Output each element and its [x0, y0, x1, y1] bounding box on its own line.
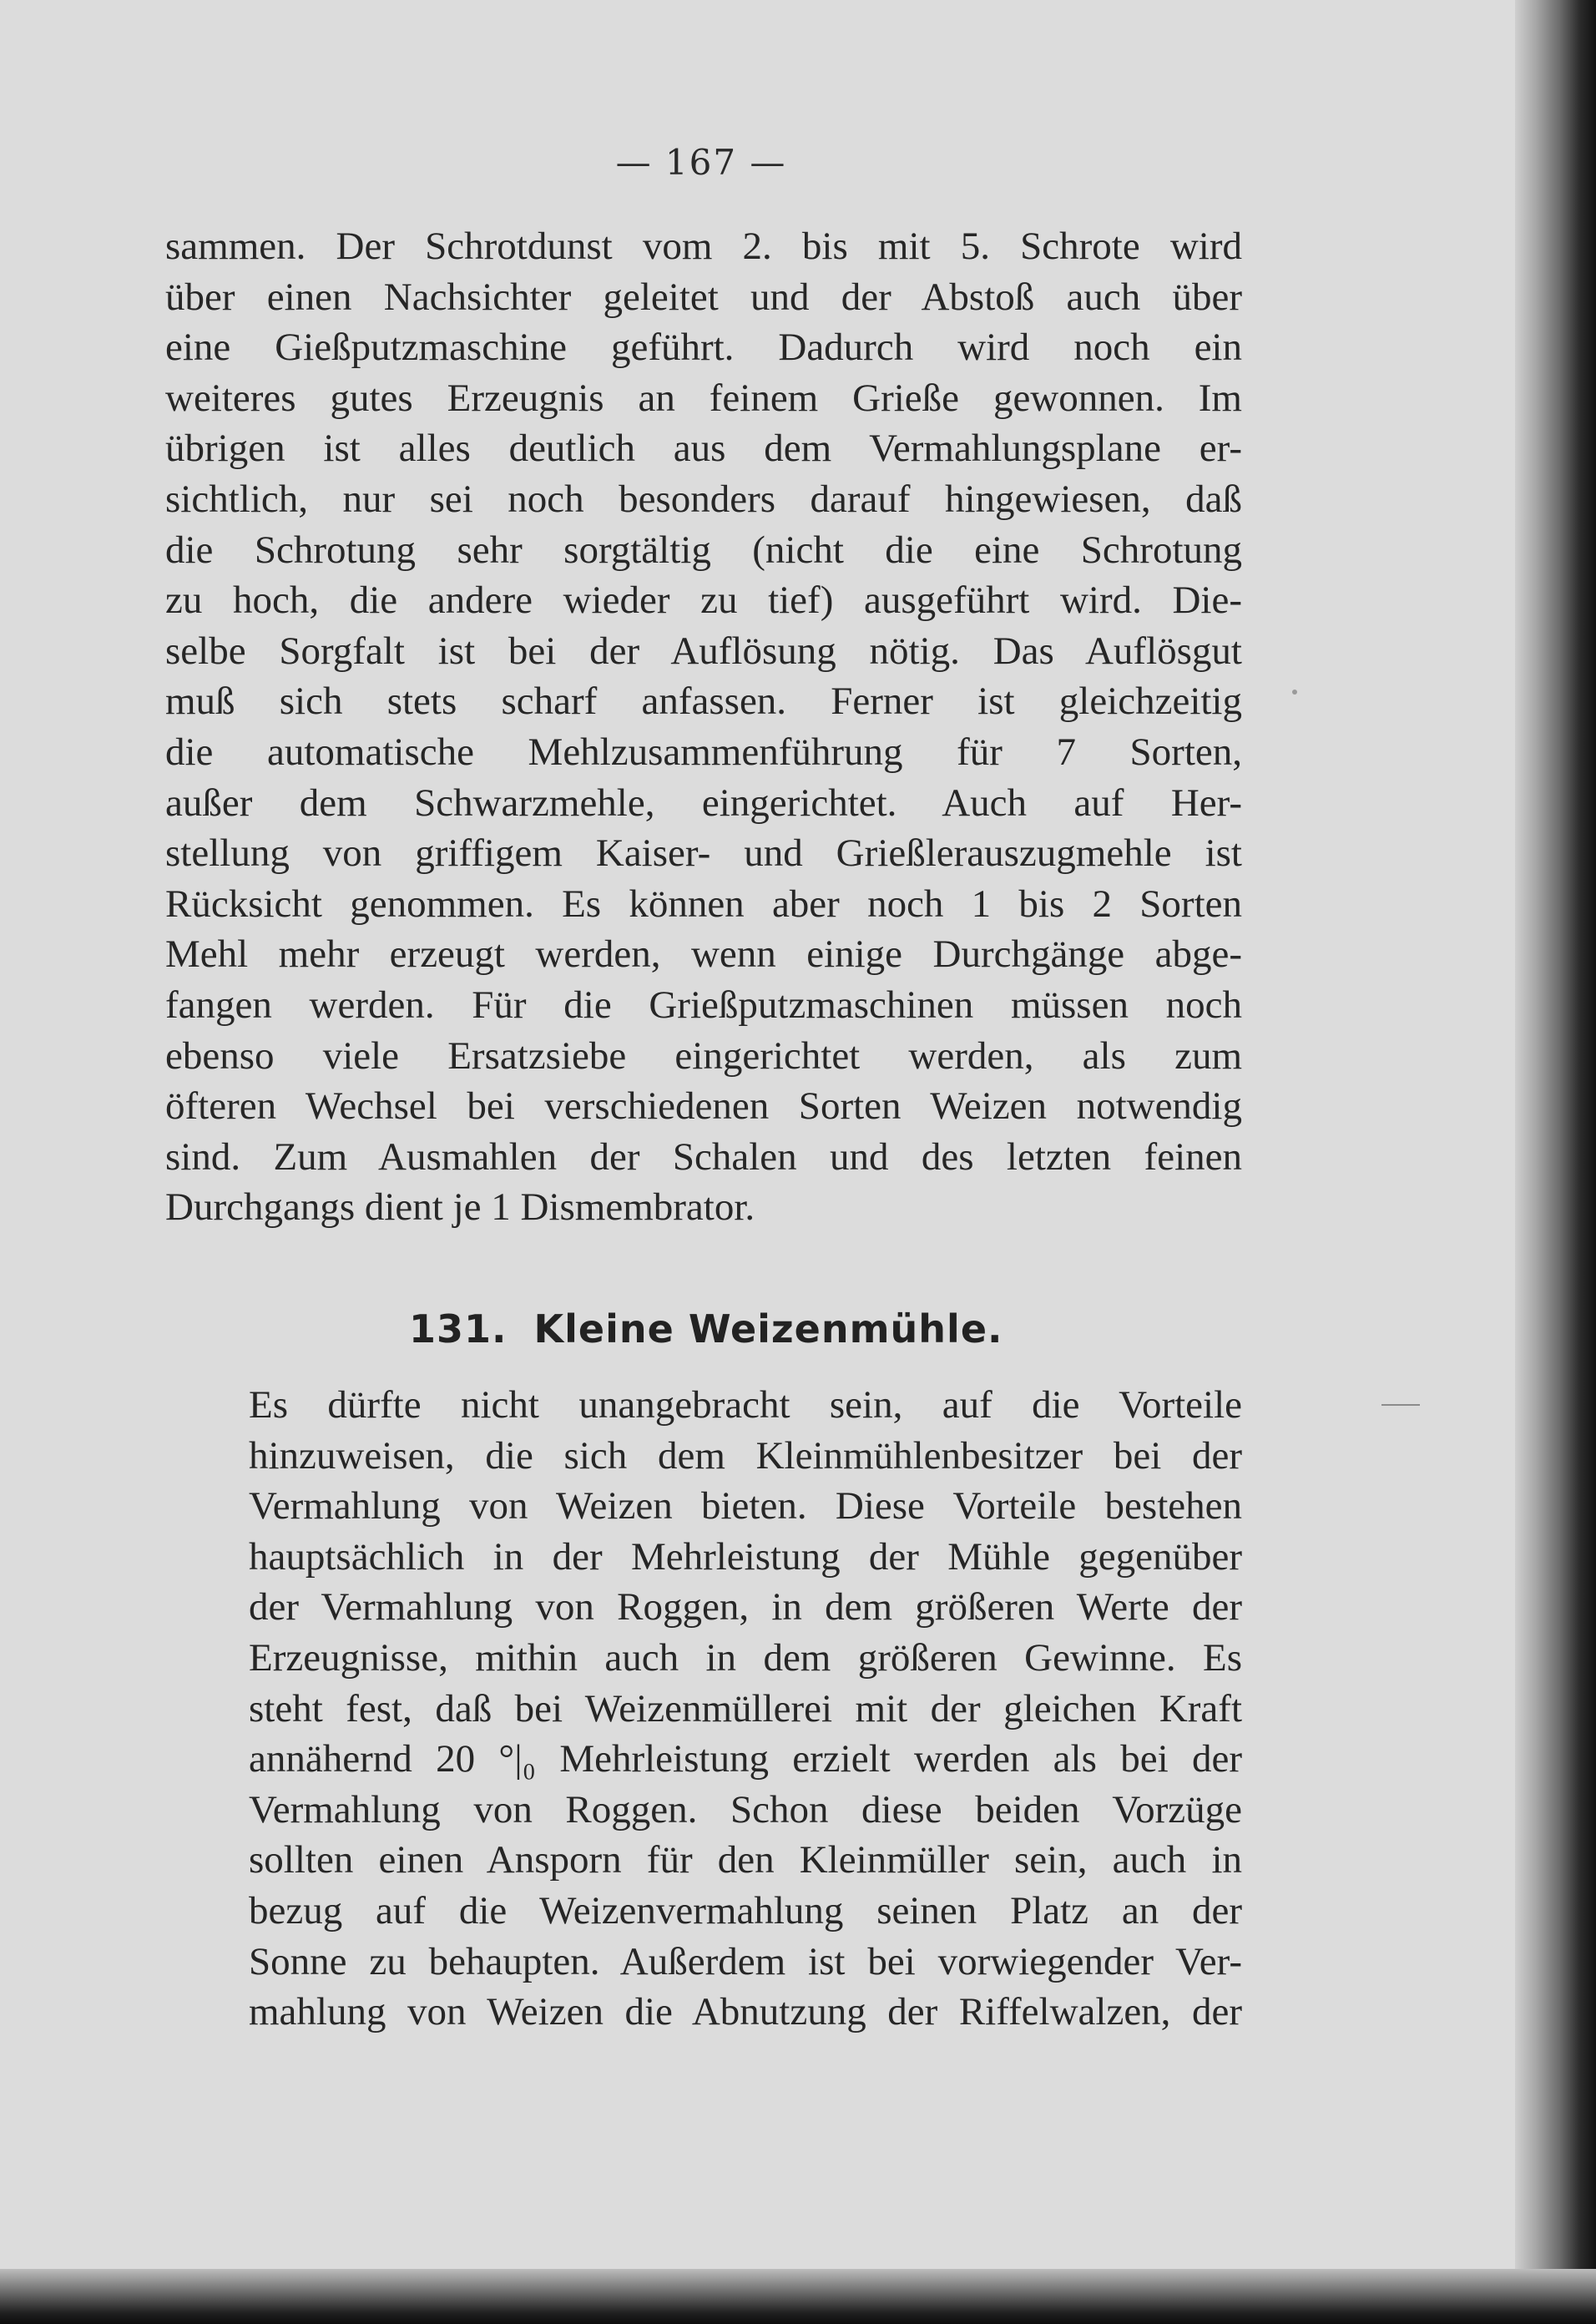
text-line: zu hoch, die andere wieder zu tief) ausgeführt wird. Die-: [165, 578, 1242, 623]
text-line: Mehl mehr erzeugt werden, wenn einige Durchgänge abge-: [165, 932, 1242, 977]
text-line: außer dem Schwarzmehle, eingerichtet. Auch auf Her-: [165, 781, 1242, 825]
text-line: sind. Zum Ausmahlen der Schalen und des letzten feinen: [165, 1134, 1242, 1179]
text-line: muß sich stets scharf anfassen. Ferner ist gleichzeitig: [165, 680, 1242, 724]
text-line: über einen Nachsichter geleitet und der Abstoß auch über: [165, 275, 1242, 319]
paragraph-1: [165, 221, 1242, 1233]
paragraph-2: [165, 1380, 1242, 2038]
text-line: Es dürfte nicht unangebracht sein, auf die Vorteile: [249, 1383, 1242, 1427]
text-line: Vermahlung von Weizen bieten. Diese Vorteile bestehen: [249, 1484, 1242, 1528]
page-edge-shadow: [1515, 0, 1596, 2324]
text-line: weiteres gutes Erzeugnis an feinem Grieße gewonnen. Im: [165, 376, 1242, 420]
text-line: bezug auf die Weizenvermahlung seinen Platz an der: [249, 1888, 1242, 1932]
text-line: fangen werden. Für die Grießputzmaschinen müssen noch: [165, 983, 1242, 1027]
page-number: — 167 —: [615, 142, 787, 183]
text-line: Vermahlung von Roggen. Schon diese beiden Vorzüge: [249, 1787, 1242, 1831]
text-line: sichtlich, nur sei noch besonders darauf hingewiesen, daß: [165, 477, 1242, 521]
text-line: die automatische Mehlzusammenführung für 7 Sorten,: [165, 730, 1242, 774]
text-line: ebenso viele Ersatzsiebe eingerichtet werden, als zum: [165, 1033, 1242, 1078]
text-line: Sonne zu behaupten. Außerdem ist bei vorwiegender Ver-: [249, 1939, 1242, 1983]
margin-mark: [1381, 1404, 1420, 1406]
text-line: der Vermahlung von Roggen, in dem größeren Werte der: [249, 1585, 1242, 1629]
text-line: Rücksicht genommen. Es können aber noch 1 bis 2 Sorten: [165, 882, 1242, 926]
text-line: sammen. Der Schrotdunst vom 2. bis mit 5. Schrote wird: [165, 225, 1242, 268]
text-line: hinzuweisen, die sich dem Kleinmühlenbesitzer bei der: [249, 1433, 1242, 1478]
text-line: übrigen ist alles deutlich aus dem Vermahlungsplane er-: [165, 427, 1242, 471]
margin-dot: [1292, 690, 1297, 695]
text-line: öfteren Wechsel bei verschiedenen Sorten Weizen notwendig: [165, 1084, 1242, 1129]
text-line: Durchgangs dient je 1 Dismembrator.: [165, 1185, 755, 1230]
section-number: 131.: [409, 1306, 508, 1351]
text-line: annähernd 20 °|₀ Mehrleistung erzielt werden als bei der: [249, 1737, 1242, 1781]
text-line: die Schrotung sehr sorgtältig (nicht die eine Schrotung: [165, 528, 1242, 572]
text-line: Erzeugnisse, mithin auch in dem größeren Gewinne. Es: [249, 1635, 1242, 1680]
text-line: steht fest, daß bei Weizenmüllerei mit der gleichen Kraft: [249, 1686, 1242, 1730]
text-line: hauptsächlich in der Mehrleistung der Mühle gegenüber: [249, 1534, 1242, 1579]
text-line: mahlung von Weizen die Abnutzung der Riffelwalzen, der: [249, 1990, 1242, 2034]
text-line: selbe Sorgfalt ist bei der Auflösung nötig. Das Auflösgut: [165, 629, 1242, 673]
section-title: Kleine Weizenmühle.: [533, 1306, 1003, 1351]
text-line: stellung von griffigem Kaiser- und Grießlerauszugmehle ist: [165, 831, 1242, 876]
text-line: eine Gießputzmaschine geführt. Dadurch wird noch ein: [165, 326, 1242, 370]
text-line: sollten einen Ansporn für den Kleinmüller sein, auch in: [249, 1838, 1242, 1882]
bottom-edge-shadow: [0, 2269, 1596, 2324]
section-heading: [409, 1306, 1077, 1351]
